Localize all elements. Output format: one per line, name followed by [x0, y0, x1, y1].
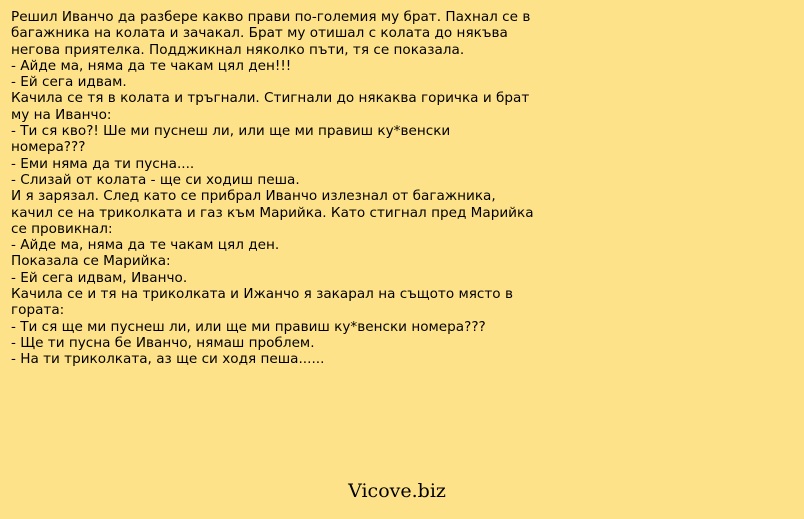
joke-line: номера???: [11, 139, 86, 156]
joke-text: [11, 9, 601, 368]
joke-line: гората:: [11, 302, 65, 319]
joke-line: - На ти триколката, аз ще си ходя пеша......: [11, 351, 325, 368]
joke-line: - Слизай от колата - ще си ходиш пеша.: [11, 171, 300, 188]
site-name: Vicove.biz: [348, 480, 446, 502]
joke-line: негова приятелка. Подджикнал няколко пъти, тя се показала.: [11, 41, 465, 58]
joke-line: качил се на триколката и газ към Марийка. Като стигнал пред Марийка: [11, 204, 534, 221]
joke-line: багажника на колата и зачакал. Брат му отишал с колата до някъва: [11, 25, 508, 42]
joke-line: - Ей сега идвам.: [11, 74, 127, 91]
joke-line: Решил Иванчо да разбере какво прави по-големия му брат. Пахнал се в: [11, 9, 531, 25]
joke-line: му на Иванчо:: [11, 106, 112, 123]
joke-line: И я зарязал. След като се прибрал Иванчо излезнал от багажника,: [11, 188, 496, 205]
joke-line: се провикнал:: [11, 220, 113, 237]
joke-line: Показала се Марийка:: [11, 253, 171, 270]
joke-line: Качила се и тя на триколката и Ижанчо я закарал на същото място в: [11, 286, 513, 303]
joke-line: Качила се тя в колата и тръгнали. Стигнали до някаква горичка и брат: [11, 90, 530, 107]
joke-line: - Ще ти пусна бе Иванчо, нямаш проблем.: [11, 334, 315, 351]
joke-line: - Еми няма да ти пусна....: [11, 155, 195, 172]
joke-line: - Айде ма, няма да те чакам цял ден!!!: [11, 57, 292, 74]
joke-line: - Айде ма, няма да те чакам цял ден.: [11, 237, 280, 254]
joke-line: - Ти ся ще ми пуснеш ли, или ще ми правиш ку*венски номера???: [11, 318, 486, 335]
joke-line: - Ей сега идвам, Иванчо.: [11, 269, 188, 286]
joke-line: - Ти ся кво?! Ше ми пуснеш ли, или ще ми правиш ку*венски: [11, 123, 451, 140]
